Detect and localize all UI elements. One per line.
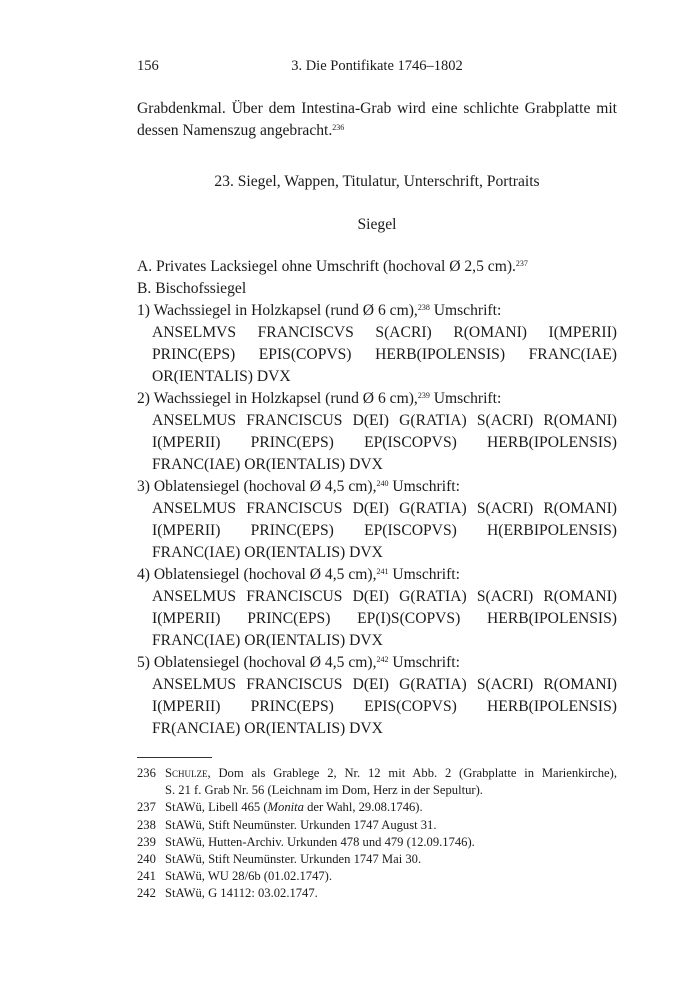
intro-text: dessen Namenszug angebracht.	[137, 122, 333, 139]
footnote-ref: 236	[332, 123, 345, 132]
footnote-ref: 237	[515, 259, 528, 268]
intro-line: Grabdenkmal. Über dem Intestina-Grab wird eine schlichte Grabplatte mit	[137, 100, 617, 117]
inscription-line: ANSELMUS FRANCISCUS D(EI) G(RATIA) S(ACRI) R(OMANI)	[152, 676, 617, 693]
footnote-text: StAWü, Stift Neumünster. Urkunden 1747 August 31.	[165, 817, 437, 832]
seal-entry-head	[137, 476, 617, 498]
inscription-line: I(MPERII) PRINC(EPS) EPIS(COPVS) HERB(IPOLENSIS)	[152, 698, 617, 715]
intro-paragraph	[137, 98, 617, 142]
footnote	[137, 834, 617, 851]
list-item	[137, 256, 617, 278]
inscription-line: ANSELMUS FRANCISCUS D(EI) G(RATIA) S(ACRI) R(OMANI)	[152, 412, 617, 429]
list-item-text: A. Privates Lacksiegel ohne Umschrift (hochoval Ø 2,5 cm).	[137, 258, 516, 275]
inscription-line: FRANC(IAE) OR(IENTALIS) DVX	[152, 632, 383, 649]
footnotes	[137, 765, 617, 903]
footnote-ref: 240	[376, 479, 389, 488]
footnote-text: , Dom als Grablege 2, Nr. 12 mit Abb. 2 (Grabplatte in Marienkirche),	[207, 766, 617, 780]
footnote-number: 239	[137, 834, 156, 849]
inscription-line: OR(IENTALIS) DVX	[152, 368, 291, 385]
footnote-ref: 241	[376, 567, 389, 576]
seal-description: 4) Oblatensiegel (hochoval Ø 4,5 cm),	[137, 566, 377, 583]
footnote-ref: 238	[417, 303, 430, 312]
section-heading: 23. Siegel, Wappen, Titulatur, Unterschrift, Portraits	[214, 173, 540, 190]
footnote-ref: 239	[417, 391, 430, 400]
book-page	[137, 58, 617, 903]
inscription-line: ANSELMUS FRANCISCUS D(EI) G(RATIA) S(ACRI) R(OMANI)	[152, 500, 617, 517]
inscription-line: ANSELMVS FRANCISCVS S(ACRI) R(OMANI) I(MPERII)	[152, 324, 617, 341]
seal-label: Umschrift:	[429, 390, 502, 407]
seal-label: Umschrift:	[388, 654, 460, 671]
footnote-number: 242	[137, 886, 156, 901]
seal-description: 1) Wachssiegel in Holzkapsel (rund Ø 6 cm),	[137, 302, 418, 319]
seal-label: Umschrift:	[388, 478, 460, 495]
seal-entry	[137, 388, 617, 476]
seal-list	[137, 256, 617, 740]
page-header	[137, 58, 617, 80]
seal-entry	[137, 300, 617, 388]
inscription-line: I(MPERII) PRINC(EPS) EP(ISCOPVS) H(ERBIPOLENSIS)	[152, 522, 617, 539]
running-title: 3. Die Pontifikate 1746–1802	[291, 58, 463, 74]
footnote	[137, 885, 617, 902]
inscription-line: FRANC(IAE) OR(IENTALIS) DVX	[152, 456, 383, 473]
inscription-line: PRINC(EPS) EPIS(COPVS) HERB(IPOLENSIS) FRANC(IAE)	[152, 346, 617, 363]
footnote-text: StAWü, Libell 465 (	[165, 800, 268, 815]
inscription-line: FRANC(IAE) OR(IENTALIS) DVX	[152, 544, 383, 561]
footnote-author: Schulze	[165, 766, 208, 780]
seal-description: 3) Oblatensiegel (hochoval Ø 4,5 cm),	[137, 478, 377, 495]
seal-entry	[137, 476, 617, 564]
seal-label: Umschrift:	[388, 566, 460, 583]
seal-description: 5) Oblatensiegel (hochoval Ø 4,5 cm),	[137, 654, 377, 671]
footnote	[137, 799, 617, 816]
subheading: Siegel	[357, 216, 397, 233]
footnote-ref: 242	[376, 655, 389, 664]
page-number: 156	[137, 58, 159, 74]
seal-entry-head	[137, 652, 617, 674]
footnote-italic: Monita	[267, 800, 304, 815]
list-item: B. Bischofssiegel	[137, 280, 247, 297]
inscription-line: ANSELMUS FRANCISCUS D(EI) G(RATIA) S(ACRI) R(OMANI)	[152, 588, 617, 605]
footnote-text: StAWü, Hutten-Archiv. Urkunden 478 und 479 (12.09.1746).	[165, 834, 475, 849]
footnote	[137, 817, 617, 834]
footnote-line	[165, 765, 617, 782]
footnote	[137, 868, 617, 885]
footnote-number: 238	[137, 817, 156, 832]
footnote	[137, 851, 617, 868]
footnote-number: 237	[137, 800, 156, 815]
footnote-number: 241	[137, 869, 156, 884]
inscription-line: I(MPERII) PRINC(EPS) EP(I)S(COPVS) HERB(IPOLENSIS)	[152, 610, 617, 627]
footnote-text: StAWü, G 14112: 03.02.1747.	[165, 886, 318, 901]
seal-entry-head	[137, 388, 617, 410]
intro-line	[137, 120, 617, 142]
footnote-divider	[137, 757, 212, 758]
footnote-text: StAWü, WU 28/6b (01.02.1747).	[165, 869, 333, 884]
inscription-line: I(MPERII) PRINC(EPS) EP(ISCOPVS) HERB(IPOLENSIS)	[152, 434, 617, 451]
inscription-line: FR(ANCIAE) OR(IENTALIS) DVX	[152, 720, 383, 737]
footnote	[137, 765, 617, 799]
footnote-text: der Wahl, 29.08.1746).	[303, 800, 423, 815]
seal-entry-head	[137, 300, 617, 322]
seal-label: Umschrift:	[429, 302, 502, 319]
seal-entry	[137, 652, 617, 740]
footnote-line: S. 21 f. Grab Nr. 56 (Leichnam im Dom, Herz in der Sepultur).	[165, 783, 483, 798]
footnote-number: 240	[137, 852, 156, 867]
footnote-text: StAWü, Stift Neumünster. Urkunden 1747 Mai 30.	[165, 852, 422, 867]
seal-entry	[137, 564, 617, 652]
seal-description: 2) Wachssiegel in Holzkapsel (rund Ø 6 cm),	[137, 390, 418, 407]
seal-entry-head	[137, 564, 617, 586]
footnote-number: 236	[137, 766, 156, 780]
